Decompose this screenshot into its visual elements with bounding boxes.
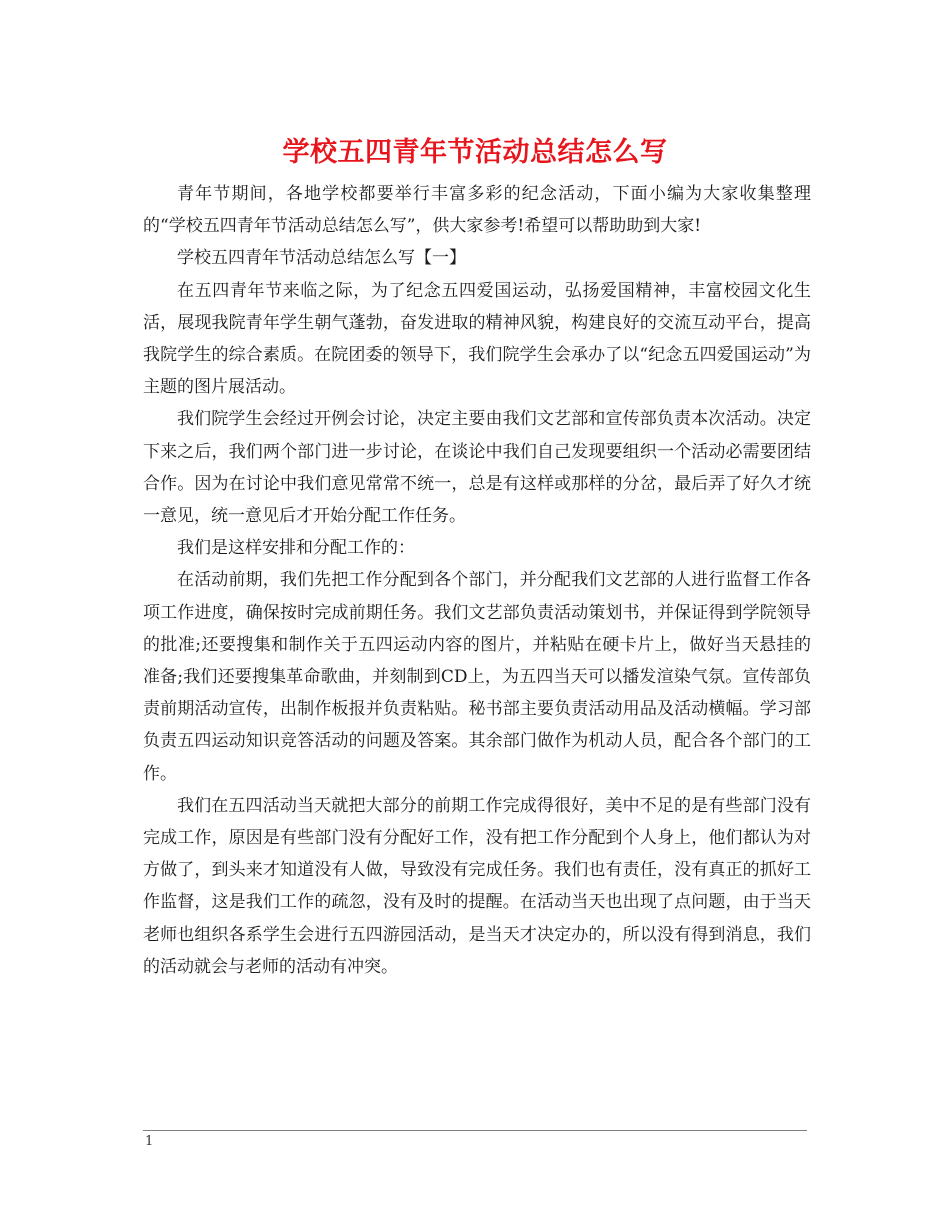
body-paragraph: 我们院学生会经过开例会讨论，决定主要由我们文艺部和宣传部负责本次活动。决定下来之后，我们两个部门进一步讨论，在谈论中我们自己发现要组织一个活动必需要团结合作。因为在讨论中我们意见常常不统一，总是有这样或那样的分岔，最后弄了好久才统一意见，统一意见后才开始分配工作任务。 bbox=[143, 409, 811, 527]
page-number: 1 bbox=[145, 1134, 154, 1149]
document-body bbox=[143, 178, 811, 983]
intro-paragraph: 青年节期间，各地学校都要举行丰富多彩的纪念活动，下面小编为大家收集整理的“学校五四青年节活动总结怎么写”，供大家参考!希望可以帮助助到大家! bbox=[143, 184, 811, 237]
body-paragraph: 我们是这样安排和分配工作的： bbox=[177, 538, 415, 559]
body-paragraph: 在五四青年节来临之际，为了纪念五四爱国运动，弘扬爱国精神，丰富校园文化生活，展现我院青年学生朝气蓬勃，奋发进取的精神风貌，构建良好的交流互动平台，提高我院学生的综合素质。在院团委的领导下，我们院学生会承办了以“纪念五四爱国运动”为主题的图片展活动。 bbox=[143, 280, 811, 398]
section-heading: 学校五四青年节活动总结怎么写【一】 bbox=[177, 248, 466, 269]
body-paragraph: 我们在五四活动当天就把大部分的前期工作完成得很好，美中不足的是有些部门没有完成工作，原因是有些部门没有分配好工作，没有把工作分配到个人身上，他们都认为对方做了，到头来才知道没有人做，导致没有完成任务。我们也有责任，没有真正的抓好工作监督，这是我们工作的疏忽，没有及时的提醒。在活动当天也出现了点问题，由于当天老师也组织各系学生会进行五四游园活动，是当天才决定办的，所以没有得到消息，我们的活动就会与老师的活动有冲突。 bbox=[143, 795, 811, 977]
body-paragraph: 在活动前期，我们先把工作分配到各个部门，并分配我们文艺部的人进行监督工作各项工作进度，确保按时完成前期任务。我们文艺部负责活动策划书，并保证得到学院领导的批准;还要搜集和制作关于五四运动内容的图片，并粘贴在硬卡片上，做好当天悬挂的准备;我们还要搜集革命歌曲，并刻制到CD上，为五四当天可以播发渲染气氛。宣传部负责前期活动宣传，出制作板报并负责粘贴。秘书部主要负责活动用品及活动横幅。学习部负责五四运动知识竞答活动的问题及答案。其余部门做作为机动人员，配合各个部门的工作。 bbox=[143, 570, 811, 784]
footer-divider bbox=[143, 1130, 807, 1131]
page-title: 学校五四青年节活动总结怎么写 bbox=[282, 137, 668, 168]
